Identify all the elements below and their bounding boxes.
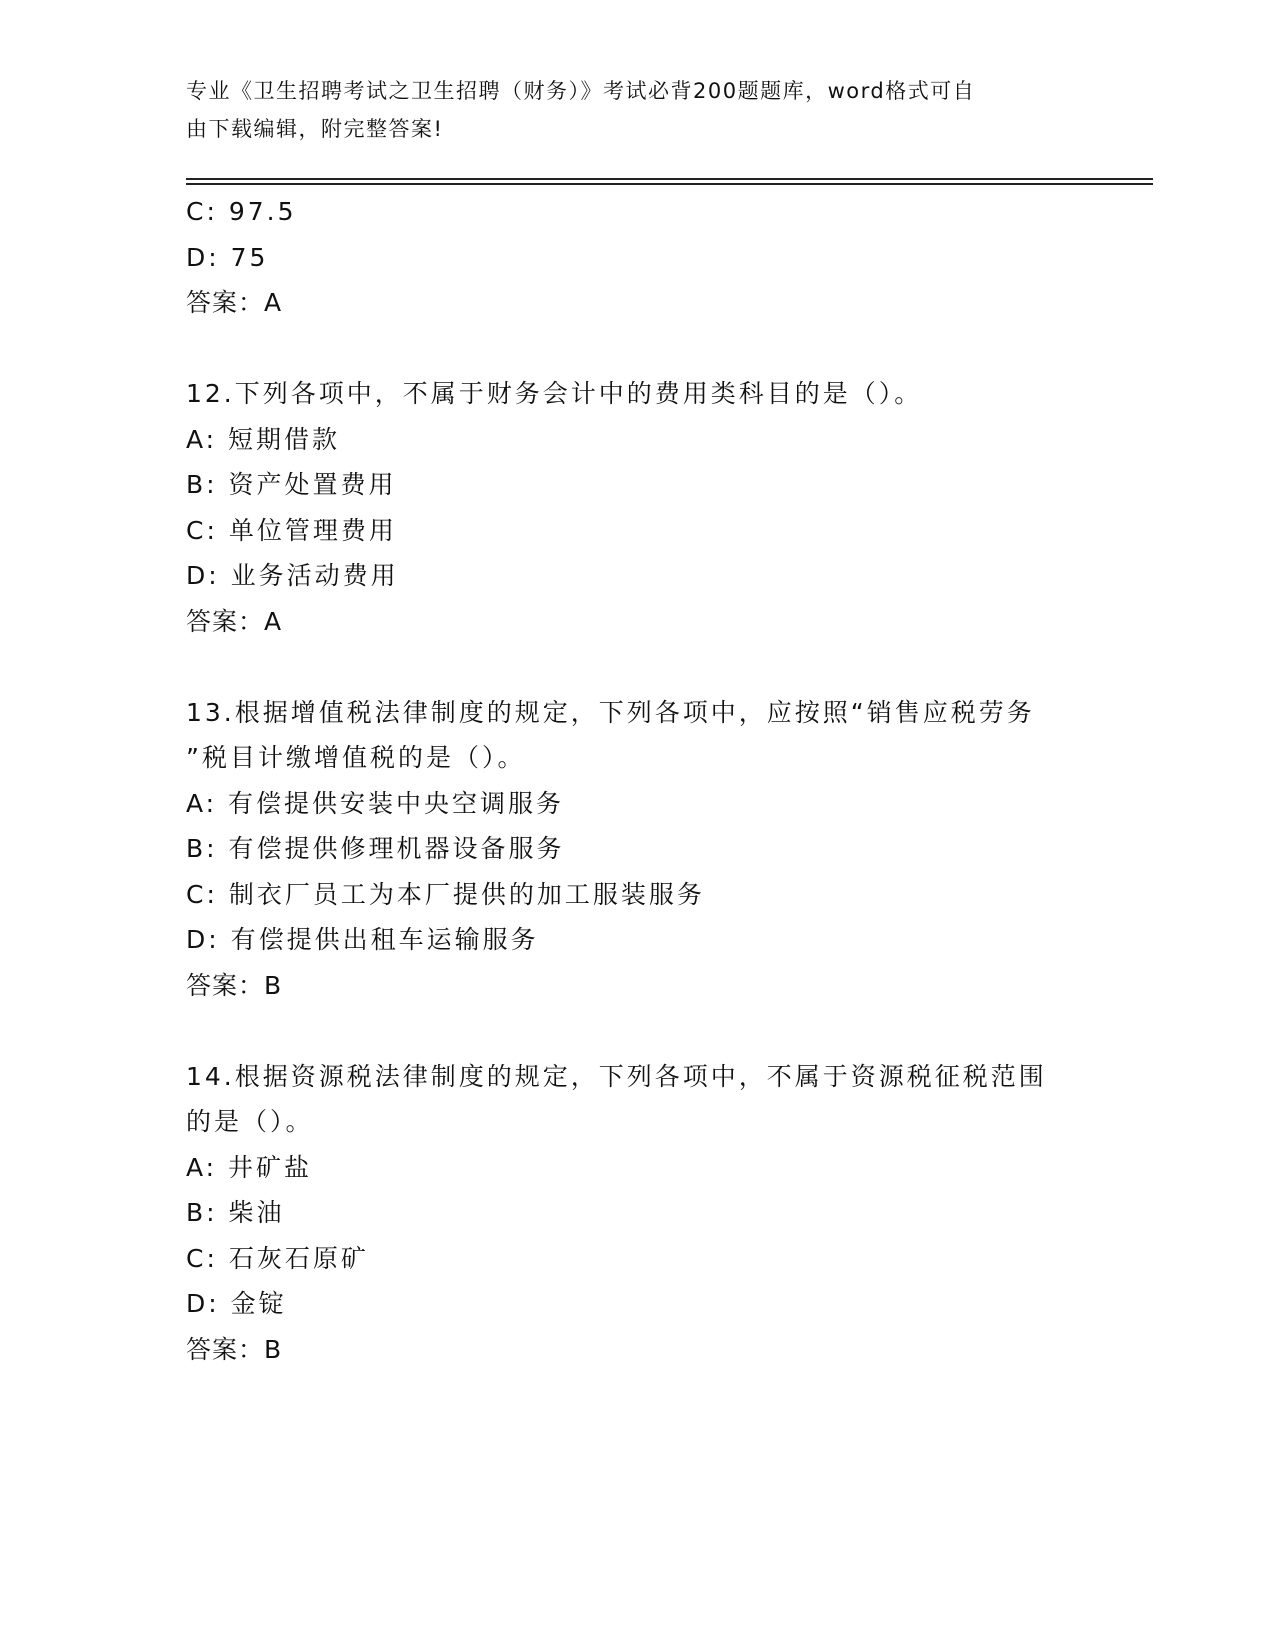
question-spacer: [186, 326, 1086, 372]
answer: 答案：B: [186, 970, 283, 1000]
option-c: C: 石灰石原矿: [186, 1243, 369, 1273]
header-title-line-2: 由下载编辑，附完整答案!: [186, 117, 444, 141]
question-stem-line-1: 14.根据资源税法律制度的规定，下列各项中，不属于资源税征税范围: [186, 1061, 1047, 1091]
question-stem: 12.下列各项中，不属于财务会计中的费用类科目的是（）。: [186, 379, 923, 408]
question-stem-line-2: 的是（）。: [186, 1107, 314, 1136]
option-d: D: 有偿提供出租车运输服务: [186, 925, 539, 954]
question-stem-line-1: 13.根据增值税法律制度的规定，下列各项中，应按照“销售应税劳务: [186, 697, 1035, 727]
header-divider-bottom: [186, 183, 1153, 185]
document-header: [186, 72, 1086, 148]
answer: 答案：A: [186, 606, 283, 636]
option-a: A: 井矿盐: [186, 1152, 313, 1182]
question-11-tail: [186, 189, 1086, 326]
answer: 答案：B: [186, 1334, 283, 1364]
question-stem-line-2: ”税目计缴增值税的是（）。: [186, 743, 526, 772]
option-a: A: 短期借款: [186, 424, 341, 454]
option-d: D: 金锭: [186, 1289, 287, 1318]
question-spacer: [186, 644, 1086, 690]
question-13: [186, 690, 1086, 1009]
question-14: [186, 1054, 1086, 1373]
option-d: D: 75: [186, 242, 269, 272]
question-12: [186, 371, 1086, 644]
option-c: C: 制衣厂员工为本厂提供的加工服装服务: [186, 879, 705, 909]
option-d: D: 业务活动费用: [186, 561, 399, 590]
header-title-line-1: 专业《卫生招聘考试之卫生招聘（财务）》考试必背200题题库，word格式可自: [186, 79, 976, 103]
option-b: B: 有偿提供修理机器设备服务: [186, 834, 565, 863]
option-a: A: 有偿提供安装中央空调服务: [186, 788, 565, 818]
option-c: C: 97.5: [186, 197, 297, 226]
header-divider-top: [186, 178, 1153, 180]
answer: 答案：A: [186, 288, 283, 317]
option-b: B: 柴油: [186, 1198, 285, 1227]
question-spacer: [186, 1008, 1086, 1054]
option-c: C: 单位管理费用: [186, 515, 397, 545]
option-b: B: 资产处置费用: [186, 470, 397, 499]
question-list: [186, 189, 1086, 1372]
